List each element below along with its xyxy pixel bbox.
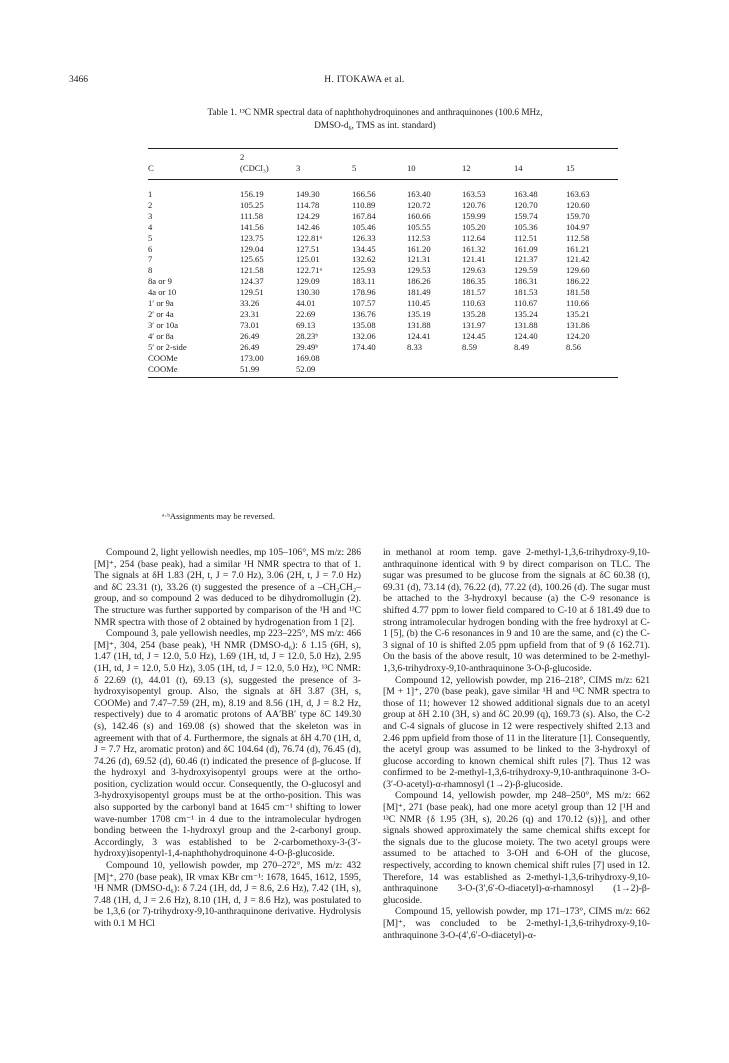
shift-value-cell: 135.21 [566,308,590,319]
shift-value-cell: 181.49 [407,287,431,298]
shift-value-cell: 161.21 [566,243,590,254]
carbon-label-cell: 5 [148,232,153,243]
shift-value-cell: 156.19 [240,189,264,199]
table-row [148,265,618,276]
shift-value-cell: 51.99 [240,364,296,378]
shift-value-cell: 73.01 [240,319,260,330]
table-row [148,222,618,233]
shift-value-cell: 161.20 [407,243,431,254]
table-row [148,331,618,342]
shift-value-cell: 132.06 [352,330,376,341]
table-row [148,353,618,364]
shift-value-cell: 114.78 [296,199,320,210]
shift-value-cell: 120.72 [407,199,431,210]
table-row [148,320,618,331]
shift-value-cell: 131.88 [407,319,431,330]
shift-value-cell: 129.04 [240,243,264,254]
shift-value-cell: 125.65 [240,254,264,265]
header-compound-10: 10 [407,149,462,180]
table-row [148,211,618,222]
shift-value-cell: 104.97 [566,221,590,232]
shift-value-cell: 122.81ᵃ [296,232,322,243]
shift-value-cell: 105.55 [407,221,431,232]
shift-value-cell: 160.66 [407,210,431,221]
shift-value-cell: 105.20 [462,221,486,232]
header-compound-12: 12 [462,149,514,180]
shift-value-cell: 112.53 [407,232,431,243]
paragraph: Compound 3, pale yellowish needles, mp 223–225°, MS m/z: 466 [M]⁺, 304, 254 (base peak), ¹H NMR (DMSO-d₆): δ 1.15 (6H, s), 1.47 (1H, td, J = 12.0, 5.0 Hz), 1.69 (1H, td, J = 12.0, 5.0 Hz), 2.95 (1H, td, J = 12.0, 5.0 Hz), 3.05 (1H, td, J = 12.0, 5.0 Hz), ¹³C NMR: δ 22.69 (t), 44.01 (t), 69.13 (s), suggested the presence of 3-hydroxyisopentyl group. Also, the signals at δH 3.87 (3H, s, COOMe) and 7.47–7.59 (2H, m), 8.19 and 8.56 (1H, d, J = 8.2 Hz, respectively) due to 4 aromatic protons of AA′BB′ type δC 149.30 (s), 142.46 (s) and 169.08 (s) showed that the skeleton was in agreement with that of 4. Furthermore, the signals at δH 4.70 (1H, d, J = 7.7 Hz, aromatic proton) and δC 104.64 (d), 76.74 (d), 76.45 (d), 74.26 (d), 69.52 (d), 60.46 (t) indicated the presence of β-glucose. If the hydroxyl and 3-hydroxyisopentyl groups were at the ortho-position, cyclization would occur. Consequently, the O-glucosyl and 3-hydroxyisopentyl groups must be at the ortho-position. This was also supported by the carbonyl band at 1645 cm⁻¹ shifting to lower wave-number 1708 cm⁻¹ in 4 due to the intramolecular hydrogen bonding between the 1-hydroxyl group and the 2-carbonyl group. Accordingly, 3 was established to be 2-carbomethoxy-3-(3′-hydroxy)isopentyl-1,4-naphthohydroquinone 4-O-β-glucoside. [94,628,361,860]
shift-value-cell: 112.51 [514,232,538,243]
shift-value-cell: 120.70 [514,199,538,210]
page-number: 3466 [69,75,88,85]
paragraph: Compound 12, yellowish powder, mp 216–218°, CIMS m/z: 621 [M + 1]⁺, 270 (base peak), gave similar ¹H and ¹³C NMR spectra to those of 11; however 12 showed additional signals due to an acetyl group at δH 2.10 (3H, s) and δC 20.99 (q), 169.73 (s). Also, the C-2 and C-4 signals of glucose in 12 were respectively shifted 2.13 and 2.46 ppm upfield from those of 11 in the literature [1]. Consequently, the acetyl group was assumed to be linked to the 3-hydroxyl of glucose according to known chemical shift rules [7]. Thus 12 was confirmed to be 2-methyl-1,3,6-trihydroxy-9,10-anthraquinone 3-O-(3′-O-acetyl)-α-rhamnosyl (1→2)-β-glucoside. [383,674,650,790]
shift-value-cell: 159.70 [566,210,590,221]
shift-value-cell [566,353,618,364]
shift-value-cell: 69.13 [296,319,316,330]
shift-value-cell: 161.09 [514,243,538,254]
shift-value-cell: 52.09 [296,364,352,378]
shift-value-cell: 8.59 [462,341,478,352]
shift-value-cell: 44.01 [296,298,316,309]
header-compound-5: 5 [352,149,407,180]
shift-value-cell: 129.51 [240,287,264,298]
shift-value-cell: 135.08 [352,319,376,330]
shift-value-cell: 124.40 [514,330,538,341]
table-footnote: ᵃ·ᵇAssignments may be reversed. [162,511,275,521]
carbon-label-cell: 1 [148,189,153,199]
carbon-label-cell: 3 [148,210,153,221]
shift-value-cell [566,364,618,378]
header-compound-14: 14 [514,149,566,180]
paragraph: Compound 14, yellowish powder, mp 248–250°, MS m/z: 662 [M]⁺, 271 (base peak), had one more acetyl group than 12 [¹H and ¹³C NMR {δ 1.95 (3H, s), 20.26 (q) and 170.12 (s)}], and other signals showed approximately the same chemical shifts except for the signals due to the glucose moiety. The two acetyl groups were assumed to be attached to 3-OH and 6-OH of the glucose, respectively, according to known chemical shift rules [7] used in 12. Therefore, 14 was established as 2-methyl-1,3,6-trihydroxy-9,10-anthraquinone 3-O-(3′,6′-O-diacetyl)-α-rhamnosyl (1→2)-β-glucoside. [383,790,650,906]
carbon-label-cell: 2′ or 4a [148,308,174,319]
shift-value-cell: 186.22 [566,276,590,287]
header-compound-2-number: 2 [240,152,245,162]
shift-value-cell: 159.74 [514,210,538,221]
shift-value-cell: 121.31 [407,254,431,265]
shift-value-cell: 124.37 [240,276,264,287]
shift-value-cell: 121.37 [514,254,538,265]
shift-value-cell [514,364,566,378]
shift-value-cell: 142.46 [296,221,320,232]
table-caption-line-1: Table 1. ¹³C NMR spectral data of naphthohydroquinones and anthraquinones (100.6 MHz, [207,107,543,117]
shift-value-cell: 129.63 [462,265,486,276]
table-caption-line-2: DMSO-d₆, TMS as int. standard) [314,119,436,130]
carbon-label-cell: 5′ or 2-side [148,341,187,352]
table-header-row [148,149,618,180]
shift-value-cell: 110.67 [514,298,538,309]
header-compound-15: 15 [566,149,618,180]
table-row [148,200,618,211]
shift-value-cell [407,353,462,364]
shift-value-cell: 122.71ᵃ [296,265,322,276]
running-head: H. ITOKAWA et al. [324,75,405,85]
shift-value-cell: 111.58 [240,210,263,221]
table-row [148,309,618,320]
shift-value-cell [352,353,407,364]
shift-value-cell: 186.26 [407,276,431,287]
shift-value-cell: 125.01 [296,254,320,265]
shift-value-cell: 124.45 [462,330,486,341]
carbon-label-cell: 4 [148,221,153,232]
table-row [148,254,618,265]
carbon-label-cell: 3′ or 10a [148,319,179,330]
shift-value-cell: 124.41 [407,330,431,341]
carbon-label-cell: 4a or 10 [148,287,177,298]
shift-value-cell: 135.28 [462,308,486,319]
carbon-label-cell: 8a or 9 [148,276,172,287]
table-row [148,298,618,309]
right-column [383,547,650,941]
shift-value-cell: 186.31 [514,276,538,287]
shift-value-cell: 183.11 [352,276,376,287]
shift-value-cell: 105.46 [352,221,376,232]
shift-value-cell: 110.63 [462,298,486,309]
shift-value-cell: 130.30 [296,287,320,298]
shift-value-cell: 107.57 [352,298,376,309]
shift-value-cell: 105.25 [240,199,264,210]
table-body [148,180,618,378]
carbon-label-cell: 6 [148,243,153,254]
shift-value-cell: 163.53 [462,189,486,199]
shift-value-cell: 129.60 [566,265,590,276]
shift-value-cell: 105.36 [514,221,538,232]
shift-value-cell: 26.49 [240,341,260,352]
shift-value-cell: 163.63 [566,189,590,199]
table-row [148,287,618,298]
shift-value-cell: 149.30 [296,189,320,199]
shift-value-cell: 112.58 [566,232,590,243]
shift-value-cell: 8.56 [566,341,582,352]
shift-value-cell: 23.31 [240,308,260,319]
shift-value-cell: 126.33 [352,232,376,243]
shift-value-cell: 173.00 [240,352,264,363]
shift-value-cell: 124.29 [296,210,320,221]
carbon-label-cell: COOMe [148,352,178,363]
shift-value-cell: 134.45 [352,243,376,254]
carbon-label-cell: 2 [148,199,153,210]
shift-value-cell: 131.88 [514,319,538,330]
shift-value-cell: 124.20 [566,330,590,341]
shift-value-cell: 174.40 [352,341,376,352]
shift-value-cell: 110.89 [352,199,376,210]
carbon-label-cell: 8 [148,265,153,276]
shift-value-cell: 135.19 [407,308,431,319]
left-column [94,547,361,930]
shift-value-cell [352,364,407,378]
shift-value-cell: 181.58 [566,287,590,298]
shift-value-cell: 167.84 [352,210,376,221]
shift-value-cell: 125.93 [352,265,376,276]
shift-value-cell: 169.08 [296,352,320,363]
shift-value-cell: 131.97 [462,319,486,330]
shift-value-cell: 178.96 [352,287,376,298]
paragraph: Compound 2, light yellowish needles, mp 105–106°, MS m/z: 286 [M]⁺, 254 (base peak), had a similar ¹H NMR spectra to that of 1. The signals at δH 1.83 (2H, t, J = 7.0 Hz), 3.06 (2H, t, J = 7.0 Hz) and δC 23.31 (t), 33.26 (t) suggested the presence of a –CH₂CH₂– group, and so compound 2 was deduced to be dihydromollugin (2). The structure was further supported by comparison of the ¹H and ¹³C NMR spectra with those of 2 obtained by hydrogenation from 1 [2]. [94,547,361,628]
table-caption [140,106,610,131]
shift-value-cell: 110.45 [407,298,431,309]
header-compound-3: 3 [296,149,352,180]
table-row [148,244,618,255]
shift-value-cell: 163.40 [407,189,431,199]
shift-value-cell: 22.69 [296,308,316,319]
carbon-label-cell: 7 [148,254,153,265]
shift-value-cell [462,353,514,364]
header-compound-2 [240,149,296,180]
shift-value-cell: 131.86 [566,319,590,330]
shift-value-cell: 121.42 [566,254,590,265]
shift-value-cell: 132.62 [352,254,376,265]
shift-value-cell: 166.56 [352,189,376,199]
shift-value-cell [514,353,566,364]
shift-value-cell: 121.58 [240,265,264,276]
shift-value-cell: 159.99 [462,210,486,221]
shift-value-cell: 123.75 [240,232,264,243]
paragraph: in methanol at room temp. gave 2-methyl-1,3,6-trihydroxy-9,10-anthraquinone identical with 9 by direct comparison on TLC. The sugar was presumed to be glucose from the signals at δC 60.38 (t), 69.31 (d), 73.14 (d), 76.22 (d), 77.22 (d), 100.26 (d). The sugar must be attached to the 3-hydroxyl because (a) the C-9 resonance is shifted 4.77 ppm to lower field compared to C-10 at δ 181.49 due to strong intramolecular hydrogen bonding with the free hydroxyl at C-1 [5], (b) the C-6 resonances in 9 and 10 are the same, and (c) the C-3 signal of 10 is shifted 2.05 ppm upfield from that of 9 (δ 162.71). On the basis of the above result, 10 was determined to be 2-methyl-1,3,6-trihydroxy-9,10-anthraquinone 3-O-β-glucoside. [383,547,650,674]
table-row [148,364,618,378]
shift-value-cell: 129.09 [296,276,320,287]
shift-value-cell: 120.76 [462,199,486,210]
shift-value-cell [462,364,514,378]
shift-value-cell: 120.60 [566,199,590,210]
shift-value-cell: 110.66 [566,298,590,309]
shift-value-cell: 8.49 [514,341,530,352]
table-row [148,180,618,200]
shift-value-cell: 136.76 [352,308,376,319]
shift-value-cell: 28.23ᵇ [296,330,318,341]
table-row [148,342,618,353]
shift-value-cell: 112.64 [462,232,486,243]
shift-value-cell: 141.56 [240,221,264,232]
shift-value-cell: 129.53 [407,265,431,276]
shift-value-cell: 29.49ᵇ [296,341,318,352]
shift-value-cell: 8.33 [407,341,423,352]
shift-value-cell: 181.53 [514,287,538,298]
paragraph: Compound 10, yellowish powder, mp 270–272°, MS m/z: 432 [M]⁺, 270 (base peak), IR νmax KBr cm⁻¹: 1678, 1645, 1612, 1595, ¹H NMR (DMSO-d₆): δ 7.24 (1H, dd, J = 8.6, 2.6 Hz), 7.42 (1H, s), 7.48 (1H, d, J = 2.6 Hz), 8.10 (1H, d, J = 8.6 Hz), was postulated to be 1,3,6 (or 7)-trihydroxy-9,10-anthraquinone derivative. Hydrolysis with 0.1 M HCl [94,860,361,929]
header-compound-2-solvent: (CDCl₃) [240,162,269,173]
shift-value-cell [407,364,462,378]
shift-value-cell: 135.24 [514,308,538,319]
shift-value-cell: 161.32 [462,243,486,254]
shift-value-cell: 129.59 [514,265,538,276]
paragraph: Compound 15, yellowish powder, mp 171–173°, CIMS m/z: 662 [M]⁺, was concluded to be 2-methyl-1,3,6-trihydroxy-9,10-anthraquinone 3-O-(4′,6′-O-diacetyl)-α- [383,906,650,941]
shift-value-cell: 163.48 [514,189,538,199]
shift-value-cell: 186.35 [462,276,486,287]
nmr-data-table [148,148,618,378]
shift-value-cell: 121.41 [462,254,486,265]
shift-value-cell: 26.49 [240,330,260,341]
table-row [148,233,618,244]
carbon-label-cell: 4′ or 8a [148,330,174,341]
shift-value-cell: 33.26 [240,298,260,309]
carbon-label-cell: COOMe [148,364,240,378]
shift-value-cell: 181.57 [462,287,486,298]
header-c: C [148,149,240,180]
table-row [148,276,618,287]
shift-value-cell: 127.51 [296,243,320,254]
carbon-label-cell: 1′ or 9a [148,298,174,309]
